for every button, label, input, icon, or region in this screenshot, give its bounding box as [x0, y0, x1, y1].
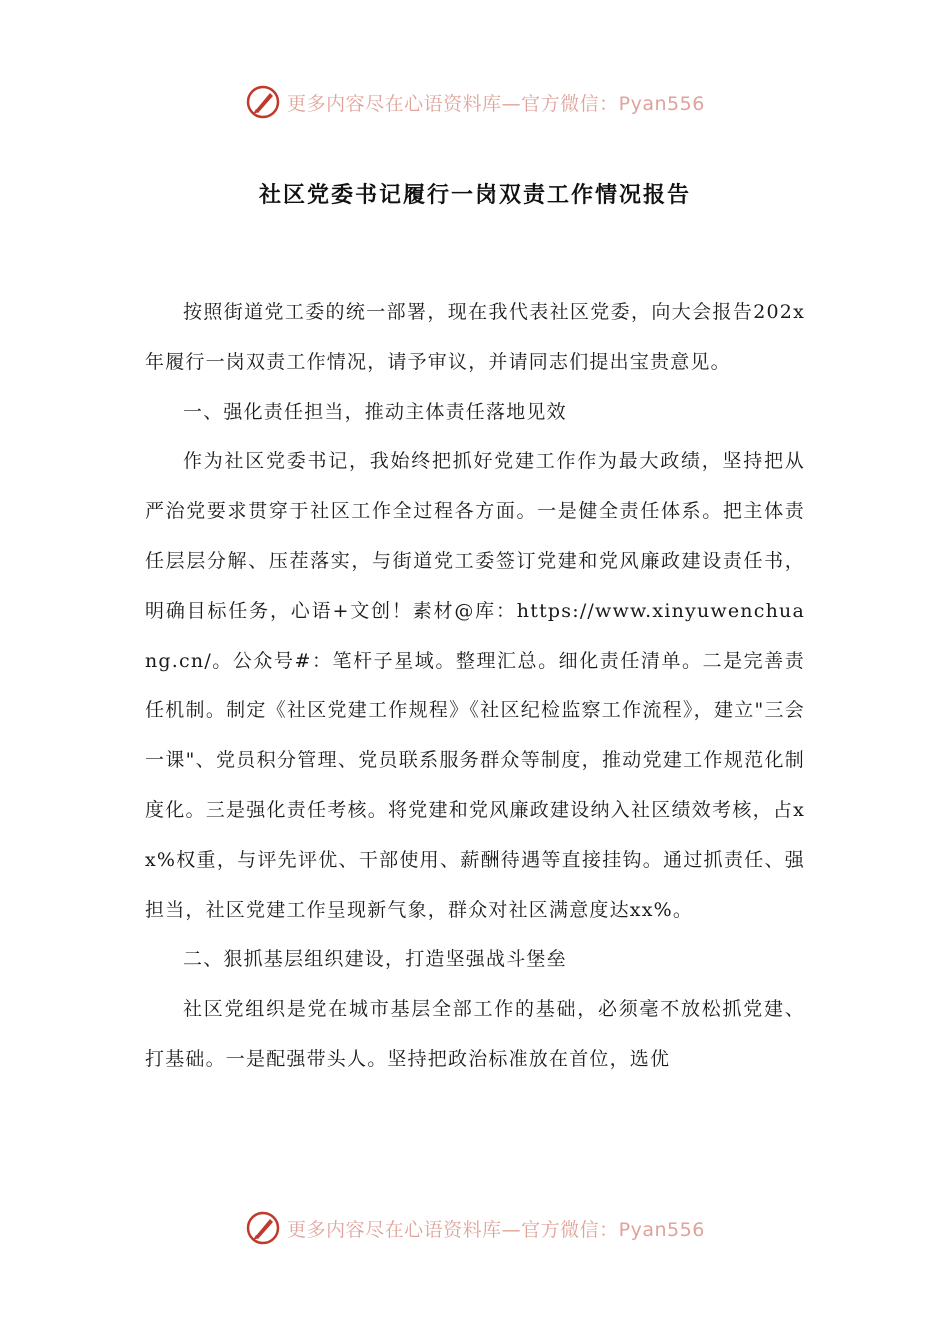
pen-circle-logo-icon	[245, 84, 281, 120]
watermark-banner-bottom	[0, 1208, 950, 1248]
pen-circle-logo-icon	[245, 1210, 281, 1246]
section-1-paragraph: 作为社区党委书记，我始终把抓好党建工作作为最大政绩，坚持把从严治党要求贯穿于社区工作全过程各方面。一是健全责任体系。把主体责任层层分解、压茬落实，与街道党工委签订党建和党风廉政建设责任书，明确目标任务，心语+文创！素材@库：https://www.xinyuwenchuang.cn/。公众号#：笔杆子星域。整理汇总。细化责任清单。二是完善责任机制。制定《社区党建工作规程》《社区纪检监察工作流程》，建立"三会一课"、党员积分管理、党员联系服务群众等制度，推动党建工作规范化制度化。三是强化责任考核。将党建和党风廉政建设纳入社区绩效考核，占xx%权重，与评先评优、干部使用、薪酬待遇等直接挂钩。通过抓责任、强担当，社区党建工作呈现新气象，群众对社区满意度达xx%。	[145, 450, 805, 921]
document-title: 社区党委书记履行一岗双责工作情况报告	[258, 182, 691, 208]
watermark-text: 更多内容尽在心语资料库—官方微信：Pyan556	[287, 1218, 705, 1241]
section-2-paragraph: 社区党组织是党在城市基层全部工作的基础，必须毫不放松抓党建、打基础。一是配强带头人。坚持把政治标准放在首位，选优	[145, 998, 805, 1070]
watermark-banner-top	[0, 82, 950, 122]
section-heading-2: 二、狠抓基层组织建设，打造坚强战斗堡垒	[183, 948, 567, 971]
intro-paragraph: 按照街道党工委的统一部署，现在我代表社区党委，向大会报告202x年履行一岗双责工作情况，请予审议，并请同志们提出宝贵意见。	[145, 301, 805, 373]
watermark-text: 更多内容尽在心语资料库—官方微信：Pyan556	[287, 92, 705, 115]
document-body	[145, 288, 805, 1085]
section-heading-1: 一、强化责任担当，推动主体责任落地见效	[183, 400, 567, 423]
